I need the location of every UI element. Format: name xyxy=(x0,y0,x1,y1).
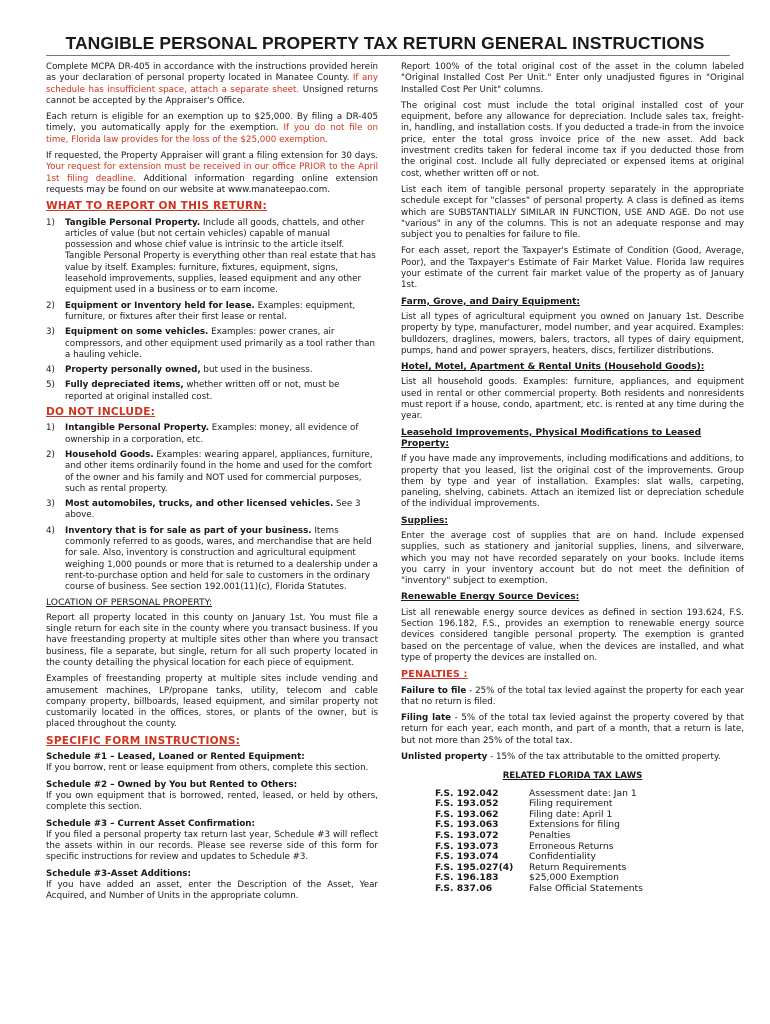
supplies-text: Enter the average cost of supplies that are on hand. Include expensed supplies, such as stationery and janitorial supplies, linens, and silverware, which you may not have recorded separately on your books. Include items you carry in your inventory account but do not meet the definition of "inventory" subject to exemption. xyxy=(401,530,744,587)
law-code: F.S. 192.042 xyxy=(435,787,499,799)
law-code: F.S. 193.052 xyxy=(435,798,499,810)
schedule-heading: Schedule #2 – Owned by You but Rented to Others: xyxy=(46,779,298,790)
intro-red-text: Your request for extension must be received in our office PRIOR to the April 1st filing deadline. xyxy=(46,162,378,184)
intro-text: Additional information regarding online extension requests may be found on our website at xyxy=(46,173,378,195)
law-code: F.S. 193.072 xyxy=(435,830,499,841)
item-number: 2) xyxy=(46,449,55,460)
intro-text: If requested, the Property Appraiser will grant a filing extension for 30 days. xyxy=(46,151,378,162)
item-number: 5) xyxy=(46,380,55,391)
law-code: F.S. 837.06 xyxy=(435,882,493,894)
list-item xyxy=(46,423,378,446)
hotel-text: List all household goods. Examples: furniture, appliances, and equipment used in rental or other commercial property. Both residents and nonresidents must report if a house, condo, apartment, etc. is rented at any time during the year. xyxy=(401,377,744,422)
item-title: Most automobiles, trucks, and other licensed vehicles. xyxy=(65,499,334,510)
item-text: whether written off or not, must be reported at original installed cost. xyxy=(65,380,340,402)
penalty-text: - 25% of the total tax levied against the property for each year that no return is filed. xyxy=(401,685,744,707)
law-description: $25,000 Exemption xyxy=(529,872,619,884)
item-title: Inventory that is for sale as part of your business. xyxy=(65,525,312,536)
renewable-heading: Renewable Energy Source Devices: xyxy=(401,592,580,603)
list-item xyxy=(46,450,378,495)
law-description: Penalties xyxy=(529,830,571,841)
intro-paragraph-1 xyxy=(46,62,378,107)
intro-text: Complete MCPA DR-405 in accordance with the instructions provided herein as your declaration of personal property located in Manatee County. xyxy=(46,62,378,84)
item-text: Examples: money, all evidence of ownership in a corporation, etc. xyxy=(65,423,359,445)
penalty-text: - 15% of the tax attributable to the omitted property. xyxy=(487,752,721,763)
law-description: Erroneous Returns xyxy=(529,840,614,852)
item-title: Intangible Personal Property. xyxy=(65,423,209,434)
law-row xyxy=(435,884,744,895)
law-description: Assessment date: Jan 1 xyxy=(529,787,637,799)
renewable-text: List all renewable energy source devices as defined in section 193.624, F.S. Section 196.182, F.S., provides an exemption to renewable energy source devices considered tangible personal property. The exemption is granted based on the percentage of value, when the devices are installed, and what type of property the devices are installed on. xyxy=(401,607,744,663)
original-cost-paragraph: The original cost must include the total original installed cost of your equipment, before any allowance for depreciation. Include sales tax, freight-in, handling, and installation costs. If you deducted a trade-in from the invoice price, enter the total gross invoice price of the new asset. Add back investment credits taken for federal income tax if you deducted those from the original cost. Include all fully depreciated or expensed items at original cost, whether written off or not. xyxy=(401,100,744,179)
item-number: 3) xyxy=(46,499,55,510)
do-not-include-heading: DO NOT INCLUDE: xyxy=(46,406,156,419)
item-number: 1) xyxy=(46,423,55,434)
law-description: Return Requirements xyxy=(529,861,627,873)
item-text: Examples: equipment, furniture, or fixtures after their first lease or rental. xyxy=(65,300,356,322)
schedule-text: If you borrow, rent or lease equipment from others, complete this section. xyxy=(46,763,369,774)
schedule-text: If you filed a personal property tax return last year, Schedule #3 will reflect the assets within in our records. Please see reverse side of this form for specific instructions for review and updates to Schedule #3. xyxy=(46,829,378,863)
item-number: 4) xyxy=(46,365,55,376)
location-paragraph-1: Report all property located in this county on January 1st. You must file a single return for each site in the county where you transact business. If you have freestanding property at multiple sites other than where you transact business, file a separate, but single, return for all such property located in the county detailing the physical location for each piece of equipment. xyxy=(46,612,378,668)
law-code: F.S. 195.027(4) xyxy=(435,861,514,873)
list-item xyxy=(46,499,378,522)
law-code: F.S. 193.062 xyxy=(435,808,499,820)
leasehold-heading: Leasehold Improvements, Physical Modifications to Leased Property: xyxy=(401,427,702,449)
intro-paragraph-2 xyxy=(46,112,378,146)
left-column xyxy=(46,62,378,908)
what-to-report-heading: WHAT TO REPORT ON THIS RETURN: xyxy=(46,200,267,213)
law-code: F.S. 196.183 xyxy=(435,872,499,884)
penalty-label: Unlisted property xyxy=(401,752,488,763)
law-description: Filing date: April 1 xyxy=(529,808,613,820)
item-title: Equipment on some vehicles. xyxy=(65,327,209,338)
penalty-list xyxy=(401,686,744,764)
list-item xyxy=(46,526,378,594)
item-number: 4) xyxy=(46,525,55,536)
list-items-paragraph: List each item of tangible personal property separately in the appropriate schedule except for "classes" of personal property. A class is defined as items which are SUBSTANTIALLY SIMILAR IN FUNCTION, USE AND AGE. Do not use "various" in any of the columns. This is not an adequate response and may subject you to penalties for failure to file. xyxy=(401,184,744,241)
laws-table xyxy=(435,789,744,895)
list-item xyxy=(46,380,378,403)
schedule-list xyxy=(46,752,378,903)
penalty-label: Failure to file xyxy=(401,685,467,696)
list-item xyxy=(46,327,378,361)
specific-instructions-heading: SPECIFIC FORM INSTRUCTIONS: xyxy=(46,734,241,747)
leasehold-text: If you have made any improvements, including modifications and additions, to property that you leased, list the original cost of the improvements. Group them by type and year of installation. Examples: slat walls, carpeting, paneling, shelving, cabinets. Attach an itemized list or depreciation schedule of the individual improvements. xyxy=(401,454,744,510)
law-description: Filing requirement xyxy=(529,798,613,810)
item-title: Equipment or Inventory held for lease. xyxy=(65,300,255,311)
website-link[interactable]: www.manateepao.com. xyxy=(227,184,331,195)
item-number: 1) xyxy=(46,217,55,228)
what-to-report-list xyxy=(46,218,378,403)
penalty-item xyxy=(401,752,744,763)
intro-red-text: If you do not file on time, Florida law provides for the loss of the $25,000 exemption. xyxy=(46,123,379,145)
farm-text: List all types of agricultural equipment you owned on January 1st. Describe property by type, manufacturer, model number, and year acquired. Examples: bulldozers, draglines, mowers, balers, tractors, all types of dairy equipment, pumps, hand and power sprayers, heaters, discs, fertilizer distributions. xyxy=(401,311,744,356)
schedule-heading: Schedule #1 – Leased, Loaned or Rented Equipment: xyxy=(46,752,305,763)
intro-red-text: If any schedule has insufficient space, attach a separate sheet. xyxy=(46,73,378,95)
location-paragraph-2: Examples of freestanding property at multiple sites include vending and amusement machines, LP/propane tanks, utility, telecom and cable company property, billboards, leased equipment, and similar property not customarily located in the offices, stores, or plants of the owner, but is placed throughout the county. xyxy=(46,674,378,730)
right-column xyxy=(401,62,744,895)
page-title: TANGIBLE PERSONAL PROPERTY TAX RETURN GENERAL INSTRUCTIONS xyxy=(65,33,705,53)
penalty-label: Filing late xyxy=(401,713,452,724)
penalty-item xyxy=(401,713,744,747)
item-number: 3) xyxy=(46,327,55,338)
schedule-heading: Schedule #3 – Current Asset Confirmation: xyxy=(46,818,255,829)
item-text: Examples: power cranes, air compressors, and other equipment used primarily as a tool rather than a hauling vehicle. xyxy=(65,327,375,360)
list-item xyxy=(46,301,378,324)
list-item xyxy=(46,218,378,297)
penalties-heading: PENALTIES : xyxy=(401,669,468,681)
hotel-heading: Hotel, Motel, Apartment & Rental Units (Household Goods): xyxy=(401,362,705,373)
laws-heading: RELATED FLORIDA TAX LAWS xyxy=(502,771,643,782)
schedule-text: If you have added an asset, enter the Description of the Asset, Year Acquired, and Number of Units in the appropriate column. xyxy=(46,880,378,902)
location-heading: LOCATION OF PERSONAL PROPERTY: xyxy=(46,597,213,609)
law-code: F.S. 193.063 xyxy=(435,819,499,831)
cost-paragraph: Report 100% of the total original cost of the asset in the column labeled "Original Installed Cost Per Unit." Enter only unadjusted figures in "Original Installed Cost Per Unit" columns. xyxy=(401,62,744,95)
schedule-heading: Schedule #3-Asset Additions: xyxy=(46,868,191,879)
item-title: Fully depreciated items, xyxy=(65,380,184,391)
law-description: Extensions for filing xyxy=(529,819,620,831)
farm-heading: Farm, Grove, and Dairy Equipment: xyxy=(401,296,581,307)
item-text: Examples: wearing apparel, appliances, furniture, and other items ordinarily found in the home and used for the comfort of the owner and his family and NOT used for commercial purposes, such as rental property. xyxy=(65,449,373,494)
item-text: Include all goods, chattels, and other articles of value (but not certain vehicles) capable of manual possession and whose chief value is intrinsic to the article itself. Tangible Personal Property is everything other than real estate that has value by itself. Examples: furniture, fixtures, equipment, signs, leasehold improvements, supplies, leased equipment and any other equipment used in a business or to earn income. xyxy=(65,217,376,296)
intro-text: Each return is eligible for an exemption up to $25,000. By filing a DR-405 timely, you automatically apply for the exemption. xyxy=(46,112,378,134)
item-text: See 3 above. xyxy=(65,499,361,521)
item-title: Property personally owned, xyxy=(65,365,201,376)
do-not-include-list xyxy=(46,423,378,593)
intro-paragraph-3 xyxy=(46,151,378,196)
condition-paragraph: For each asset, report the Taxpayer's Estimate of Condition (Good, Average, Poor), and the Taxpayer's Estimate of Fair Market Value. Florida law requires your estimate of the current fair market value of the property as of January 1st. xyxy=(401,246,744,291)
intro-text: Unsigned returns cannot be accepted by the Appraiser's Office. xyxy=(46,84,378,106)
schedule-text: If you own equipment that is borrowed, rented, leased, or held by others, complete this section. xyxy=(46,790,378,813)
penalty-text: - 5% of the total tax levied against the property covered by that return for each year, each month, and part of a month, that a return is late, but not more than 25% of the total tax. xyxy=(401,713,744,746)
item-title: Tangible Personal Property. xyxy=(65,217,201,228)
item-text: Items commonly referred to as goods, wares, and merchandise that are held for sale. Also, inventory is construction and agricultural equipment weighing 1,000 pounds or more that is returned to a dealership under a rent-to-purchase option and held for sale to customers in the ordinary course of business. See section 192.001(11)(c), Florida Statutes. xyxy=(65,525,378,593)
penalty-item xyxy=(401,686,744,709)
supplies-heading: Supplies: xyxy=(401,515,449,526)
item-title: Household Goods. xyxy=(65,449,154,460)
list-item xyxy=(46,365,378,376)
law-description: False Official Statements xyxy=(529,882,643,894)
law-description: Confidentiality xyxy=(529,851,596,863)
law-code: F.S. 193.073 xyxy=(435,840,499,852)
law-code: F.S. 193.074 xyxy=(435,851,499,863)
item-number: 2) xyxy=(46,300,55,311)
item-text: but used in the business. xyxy=(200,365,313,376)
title-divider xyxy=(46,55,730,56)
law-row xyxy=(435,831,744,842)
